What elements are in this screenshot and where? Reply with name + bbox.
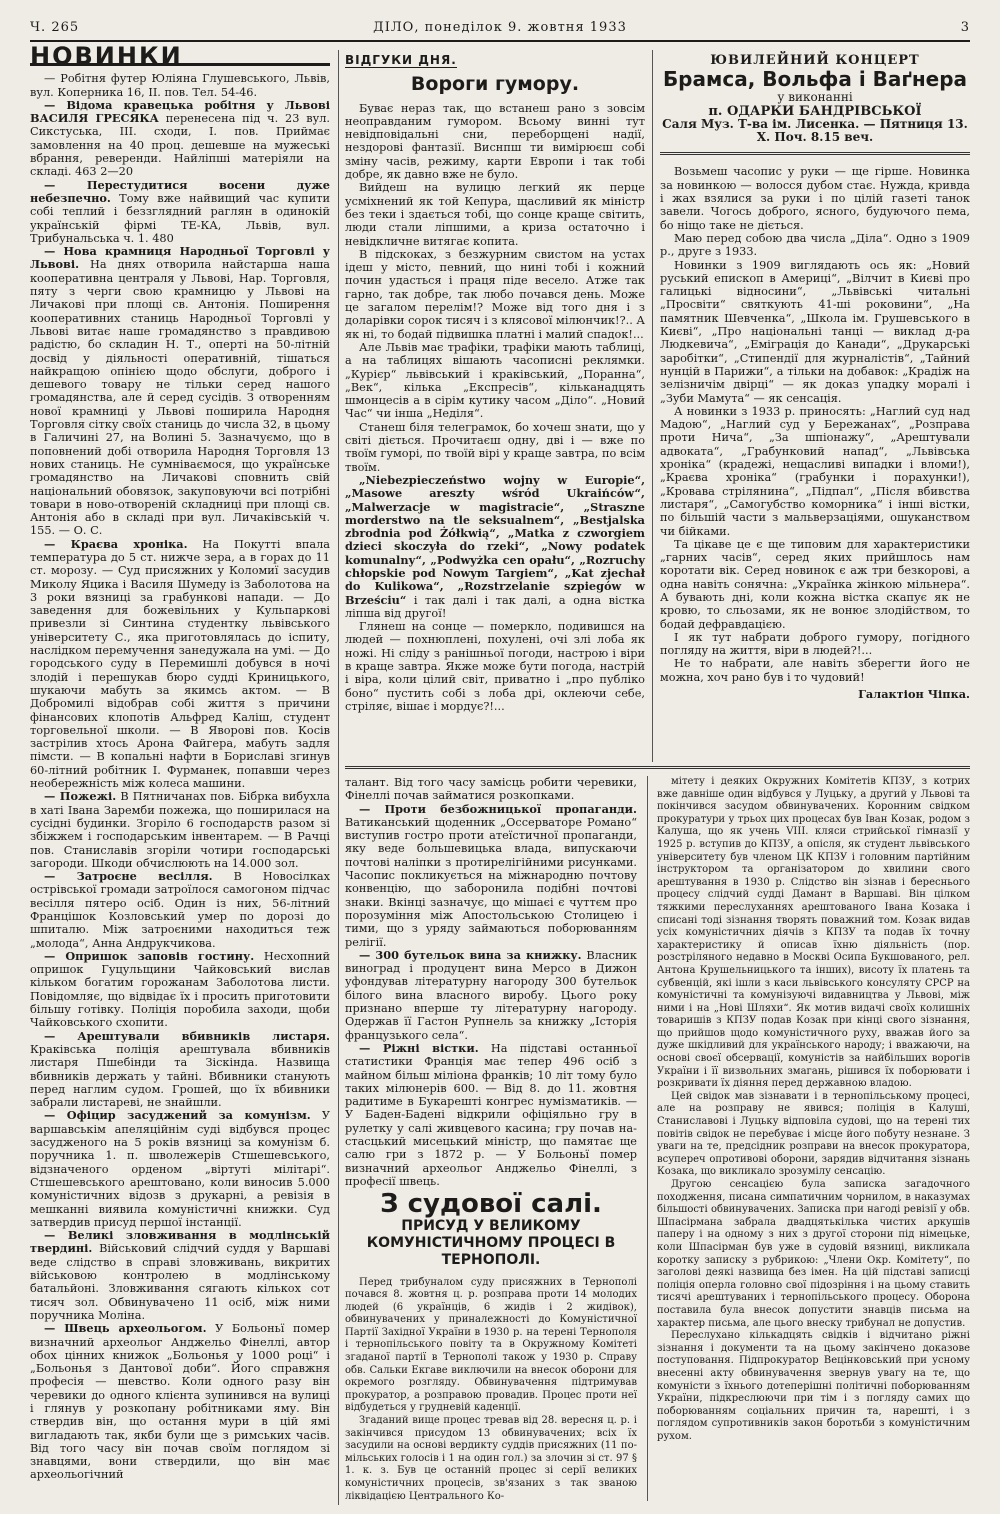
lower-right-column bbox=[657, 776, 970, 1496]
news-item-text: У Больоньї помер визначний археольог Анджельо Фінеллі, автор обох цінних книжок „Больонья у 1000 році“ і „Больонья з Дантової доби“. Його справжня професія — шевство. Коли одного разу він черевики до одного клієнта зупинився на вулиці і глянув у розкопану робітниками яму. Він ствердив він, що остання мури в цій ямі вигладають так, якби були ще з римських часів. Від того часу він почав своїм поглядом зі знавцями, вони ствердили, що він має археольогічний bbox=[30, 1322, 331, 1482]
court-paragraph: мітету і деяких Окружних Комітетів КПЗУ, з котрих вже давніше один відбувся у Луцьку, а другий у Львові та покінчився засудом обвинувачених. Коронним свідком прокуратури у трьох цих процесах був Іван Козак, родом з Калуша, що як учень VIII. кляси стрийської гімназії у 1925 р. вступив до КПЗУ, а опісля, як студент львівського університету був членом ЦК КПЗУ і головним партійним інструктором та організатором до хвилини свого арештування в 1930 р. Слідство він зізнав і береснього процесу слідчий судді Дамант в Варшаві. Він цілком тяжкими переслуханнях арештованого Івана Козака і списані тоді зізнання творять поважний том. Козак видав усіх комуністичних діячів з КПЗУ та подав їх точну характеристику й описав їхню діяльність (пор. розстріляного недавно в Москві Осипа Букшованого, рел. Антона Крушельницького та інших), висоту їх платень та субвенцій, які ішли з каси львівського консуляту СРСР на комуністичні та комунізуючі видавництва у Львові, між ними і на „Нові Шляхи“. Як мотив видачі своїх колишніх товаришів з КПЗУ подав Козак при кінці свого зізнання, що прийшов щодо комуністичного руху, вважав його за дуже шкідливий для українського народу; і вважаючи, на основі своєї обсервації, комуністів за найбільших ворогів України і її визвольних змагань, рішився їх поборювати і розкривати їх діяння перед державною владою. bbox=[657, 776, 970, 1090]
concert-performed-by: у виконанні bbox=[777, 90, 853, 105]
article-paragraph: В підскоках, з безжурним свистом на устах ідеш у місто, певний, що нині тобі і кожний почин удасться і праця піде весело. Атже так гарно, так добре, так любо почався день. Може це загалом перелім!? Може від того дня і з доларівки сорок тисяч і з клясової мілюнчик!?.. А як ні, то бодай підвишка платні і малий спадок!... bbox=[345, 247, 645, 341]
news-item bbox=[30, 950, 330, 1030]
misc-news-list bbox=[345, 803, 637, 1189]
article-closing: Глянеш на сонце — померкло, подивишся на людей — похнюплені, похулені, очі злі лоба як ножі. Ні сліду з ранішньої погоди, настрою і віри в краще завтра. Якже може бути погода, настрій і віра, коли цілий світ, приватно і „про публіко боно“ пустить собі з лоба дрі, оклеючи себе, стріляє, вішає і мордує?!... bbox=[345, 620, 645, 713]
news-item bbox=[30, 179, 330, 245]
news-item-lead: — Нова крамниця Народньої Торговлі у Львові. bbox=[30, 244, 330, 272]
concert-composers: Брамса, Вольфа і Ваґнера bbox=[662, 67, 968, 92]
rubric-vidguky: ВІДГУКИ ДНЯ. bbox=[345, 53, 457, 67]
article-paragraph: Але Львів має трафіки, трафіки мають таблиці, а на таблицях вішають часописні реклямки. „Курієр“ львівський і краківський, „Поранна“, „Век“, кілька „Експресів“, кільканадцять шмонцесів а в сірім кутику часом „Діло“. „Новий Час“ чи інша „Неділя“. bbox=[345, 340, 645, 421]
news-item-lead: — Великі зловживання в модлінській твердині. bbox=[30, 1228, 330, 1256]
article-headline: Вороги гумору. bbox=[410, 73, 580, 96]
court-paragraph: Другою сенсацією була записка загадочного походження, писана симпатичним чорнилом, в наказумах більшості обвинувачених. Записка при нагоді ревізії у обв. Шпасірмана забрала двадцятькілька чистих аркушів паперу і на одному з них з другої сторони під німецьке, коли Шпасірман був уже в судовій вязниці, викликала коротку записку з рубрикою: „Члени Окр. Комітету“, по заголові деякі назвища без імен. На цій підставі записці поліція оперла головно свої підозріння і на цьому ставить тисячі арештуваних і тернопільського процесу. Оборона поставила була внесок допустити знавців письма на характер письма, але цього внеску трибунал не допустив. bbox=[657, 1179, 970, 1329]
news-item-text: Військовий слідчий суддя у Варшаві веде слідство в справі зловживань, викритих військовою контролею в модлінському батальйоні. Зловживання сягають кількох сот тисяч зол. Обвинувачено 11 осіб, між ними поручника Моліна. bbox=[30, 1242, 330, 1322]
article-paragraph: Новинки з 1909 виглядають ось як: „Новий руський епископ в Америці“, „Вілчит в Києві про галицькі відносини“, „Львівські читальні „Просвіти“ святкують 41-ші роковини“, „На памятник Шевченка“, „Школа ім. Грушевського в Києві“, „Про національні танці — виклад д-ра Людкевича“, „Еміграція до Канади“, „Друкарські заробітки“, „Стипендії для журналістів“, „Тайний нунцій в Парижи“, а тільки на добавок: „Крадіж на зелізничім двірці“ — як доказ упадку моралі і „Зуби Мамута“ — як сенсація. bbox=[660, 258, 970, 405]
news-item-text: Краківська поліція арештувала вбивників листаря Пшебінди та Зіскінда. Назвища вбивників держать у тайні. Вбивники станують перед наглим судом. Грошей, що їх вбивники забрали листареві, не знайшли. bbox=[30, 1042, 330, 1110]
article-paragraph: Та цікаве це є ще типовим для характеристики „гарних часів“, серед яких прийшлось нам коротати вік. Серед новинок є аж три безкорові, а одна навіть сонячна: „Українка жінкою мільнера“. А бувають дні, коли кожна вістка скапує як не кровю, то сльозами, як не вонює злодійством, то бодай дефравдацією. bbox=[660, 537, 970, 631]
news-item-text: Власник виноград і продуцент вина Мерсо в Дижон уфондував літературну нагороду 300 бутельок білого вина власного виробу. Цього року признано вперше ту літературну нагороду. Одержав її Гастон Рупнель за книжку „Історія французького села“. bbox=[345, 948, 637, 1042]
article-body bbox=[345, 102, 645, 474]
court-paragraph: Цей свідок мав зізнавати і в тернопільському процесі, але на розправу не явився; поліція в Калуші, Станиславові і Луцьку відповіла судові, що на терені тих повітів свідок не перебуває і місце його побуту незнане. З уваги на те, предсідник розправи на внесок прокуратора, всупереч опротивові оборони, зарядив відчитання зізнань Козака, що викликало зрозумілу сенсацію. bbox=[657, 1090, 970, 1178]
news-item-lead: — Затроєне весілля. bbox=[44, 869, 213, 884]
article-paragraph: Возьмеш часопис у руки — ще гірше. Новинка за новинкою — волосся дубом стає. Нуждa, кривда і жах взялися за руки і по цілій газеті танок завели. Чогось доброго, ясного, будуючого пема, бо ніщо таке не діється. bbox=[660, 165, 970, 232]
news-item-lead: — Арештували вбивників листаря. bbox=[44, 1028, 330, 1043]
news-item-lead: — Краєва хроніка. bbox=[44, 536, 188, 551]
masthead-title: ДІЛО, понеділок 9. жовтня 1933 bbox=[373, 20, 627, 35]
news-item-text: На підставі останньої статистики Франція має тепер 496 осіб з майном більш міліона франків; 10 літ тому було таких мілюнерів 600. — Від 8. до 11. жовтня радитиме в Букарешті конгрес нумізматиків. — У Баден-Бадені відкрили офіціяльно гру в рулетку у салі живцевого касина; гру почав на-стасцький мисецький міністр, що памятає ще салю гри з 1872 р. — У Больоньї помер визначний археольог Анджельо Фінеллі, з професії швець. bbox=[345, 1041, 638, 1188]
news-item-lead: — Відома кравецька робітня у Львові ВАСИЛЯ ГРЕСЯКА bbox=[30, 97, 330, 126]
news-item-lead: — Опришок заповів гостину. bbox=[44, 948, 255, 963]
news-list bbox=[30, 72, 330, 1481]
article-paragraph: А новинки з 1933 р. приносять: „Наглий суд над Мадою“, „Наглий суд у Бережанах“, „Розправа проти Нича“, „За шпіонажу“, „Арештували адвоката“, „Грабунковий напад“, „Львівська хроніка“ (крадежі, нещасливі випадки і вломи!), „Краєва хроніка“ (грабунки і порахунки!), „Кровава стрілянина“, „Підпал“, „Після вбивства листаря“, „Самогубство коморника“ і інші вістки, по більшій части з мальверзаціями, ошуканством чи бійками. bbox=[660, 404, 970, 538]
news-item-lead: — Перестудитися восени дуже небезпечно. bbox=[30, 177, 330, 205]
news-item bbox=[30, 1109, 330, 1229]
news-item bbox=[345, 1042, 637, 1188]
news-item-lead: — Ріжні вістки. bbox=[359, 1040, 479, 1055]
article-paragraph: Станеш біля телеграмок, бо хочеш знати, що у світі діється. Прочитаєш одну, дві і — вже по твоїм гуморі, по твоїй вірі у краще завтра, по всім твоїм. bbox=[345, 420, 645, 474]
section-title-novynky: НОВИНКИ bbox=[30, 50, 330, 66]
article-continuation bbox=[660, 165, 970, 684]
news-item-lead: — 300 бутельок вина за книжку. bbox=[359, 947, 582, 962]
news-item bbox=[30, 870, 330, 950]
court-section-title: З судової салі. bbox=[380, 1189, 602, 1220]
article-paragraph: Буває нераз так, що встанеш рано з зовсім неоправданим гумором. Всьому винні тут невідповідальні сни, переборщені надії, нездорові фантазії. Виснпш ти вимірюєш собі зміну часів, режиму, карти Европи і так тобі добре, як давно вже не було. bbox=[345, 101, 645, 182]
news-item bbox=[30, 790, 330, 870]
news-item bbox=[30, 1030, 330, 1110]
news-item-lead: — Проти безбожницької пропаганди. bbox=[359, 801, 637, 816]
article-paragraph: Вийдеш на вулицю легкий як перце усміхнений як той Кепура, щасливий як міністр без теки і здається тобі, що сонце краще світить, люди стали ліпшими, а криза остаточно і невідкличне витягає копита. bbox=[345, 181, 645, 248]
court-paragraph: Переслухано кількадцять свідків і відчитано ріжні зізнання і документи та на цьому закінчено доказове поступовання. Підпрокуратор Вецінковський при усному внесенні акту обвинувачення звернув увагу на те, що комуністи з їхнього дотеперішні політичні поборюванням України, підкреслюючи при тім і з погляду самих що поборюванням соціальних причин та, нарешті, і з поглядом супротивників закон боротьби з комуністичним рухом. bbox=[657, 1330, 970, 1442]
court-article-p1: Перед трибуналом суду присяжних в Тернополі почався 8. жовтня ц. р. розправа проти 14 молодих людей (6 українців, 6 жидів і 2 жидівок), обвинувачених у приналежності до Комуністичної Партії Західної України в 1930 р. на терені Тернополя і тернопільського повіту та в Окружному Комітеті згаданої партії в Тернополі також у 1930 р. Справу обв. Сальки Екгаве виключили на внесок оборони для окремого розгляду. Обвинувачення підтримував прокуратор, а розправою провадив. Процес проти неї відбудеться у грудневій каденції. bbox=[345, 1276, 637, 1414]
news-item bbox=[30, 1229, 330, 1322]
concert-and-continuation bbox=[660, 54, 970, 754]
court-article-headline: ПРИСУД У ВЕЛИКОМУ КОМУНІСТИЧНОМУ ПРОЦЕСІ В ТЕРНОПОЛІ. bbox=[366, 1217, 616, 1268]
news-item bbox=[30, 538, 330, 791]
news-item-lead: — Пожежі. bbox=[44, 789, 117, 804]
news-item-lead: — Офіцир засуджений за комунізм. bbox=[44, 1108, 311, 1123]
news-item-text: На днях отворила найстарша наша кооперативна централя у Львові, Нар. Торговля, пяту з черги свою крамницю у Львові на Личакові при площі св. Антонія. Поширення кооперативних станиць Народньої Торговлі у Львові витає наше громадянство з правдивою радістю, бо складин Н. Т., оперті на 50-літній досвід у діяльності оперативній, тішаться найкращою опінією щодо обслуги, доброго і дешевого товару не тільки серед нашого громадянства, але й серед сусідів. З отворенням нової крамниці у Львові поширила Народня Торговля сітку своїх станиць до числа 32, в цьому в Галичині 27, на Волині 5. Зазначуємо, що в поповнений добі отворила Народня Торговля 13 нових станиць. Не сумніваємося, що українське громадянство на Личакові сповнить свій національний обовязок, закуповуючи всі потрібні товари в ново-отвореній складниці при площі св. Антонія або в складі при вул. Личаківській ч. 155. — О. С. bbox=[30, 258, 330, 538]
page-number: Ч. 265 bbox=[30, 20, 80, 35]
article-paragraph: І як тут набрати доброго гумору, погідного погляду на життя, віри в людей?!... bbox=[660, 630, 970, 658]
concert-heading: ЮВИЛЕЙНИЙ КОНЦЕРТ bbox=[710, 53, 920, 68]
page-folio: 3 bbox=[960, 20, 970, 35]
news-item bbox=[30, 72, 330, 99]
article-paragraph: Маю перед собою два числа „Діла“. Одно з 1909 р., друге з 1933. bbox=[660, 231, 970, 259]
concert-venue: Саля Муз. Т-ва ім. Лисенка. — Пятниця 13. X. Поч. 8.15 веч. bbox=[662, 116, 968, 145]
column-rule-1 bbox=[338, 50, 339, 1505]
news-item bbox=[30, 99, 330, 179]
concert-advert bbox=[660, 54, 970, 155]
polish-headlines: „Niebezpieczeństwo wojny w Europie“, „Masowe aresztу wśród Ukraińców“, „Malwerzacje w magistracie“, „Straszne morderstwo na tle seksualnem“, „Bestjalska zbrodnia pod Żółkwią“, „Matka z czworgiem dzieci skoczyła do rzeki“, „Nowy podatek komunalny“, „Podwyżka cen opału“, „Rozruchy chłopskie pod Nowym Targiem“, „Kat zjechał do Kulikowa“, „Rozstrzelanie szpiegów w Brześciu“ і так далі і так далі, а одна вістка ліпша від другої! bbox=[345, 472, 645, 620]
news-item bbox=[30, 245, 330, 538]
news-item-text: — Робітня футер Юліяна Глушевського, Львів, вул. Коперника 16, II. пов. Тел. 54-46. bbox=[30, 72, 330, 99]
news-item-text: У варшавськім апеляційнім суді відбувся процес засудженого на 5 років вязниці за комунізм б. поручника 1. п. шволежерів Стшешевського, відзначеного орденом „віртуті мілітарі“. Стшешевського арештовано, коли виносив 5.000 комуністичних відозв з друкарні, а ревізія в мешканні виявила комуністичні книжки. Суд затвердив присуд першої інстанції. bbox=[30, 1109, 330, 1229]
news-item-lead: — Швець археольогом. bbox=[44, 1321, 207, 1336]
court-article-p2: Згаданий вище процес тревав від 28. вересня ц. р. і закінчився присудом 13 обвинувачених; всіх їх засудили на основі вердикту суддів присяжних (11 по-мільських голосів і 1 на один гол.) за злочин зі ст. 97 § 1. к. з. Був це останній процес зі серії великих комуністичних процесів, зв'язаних з так званою ліквідацією Центрального Ко- bbox=[345, 1415, 637, 1502]
lower-section bbox=[345, 776, 970, 1506]
lower-left-column bbox=[345, 776, 638, 1502]
news-item-text: На Покутті впала температура до 5 ст. нижче зера, а в горах до 11 ст. морозу. — Суд присяжних у Коломиї засудив Миколу Яцика і Василя Шумеду із Заболотова на 3 роки вязниці за грабункові напади. — До заведення для божевільних у Кульпаркові привезли зі Синтина студентку львівського університету С., яка приготовлялась до іспиту, наслідком перемучення занедужала на умі. — До городського суду в Перемишлі добувся в ночі злодій і перешукав бюро судді Криницького, шукаючи мабуть за якимсь актом. — В Добромилі відобрав собі життя з причини фінансових клопотів Альфред Каліш, студент торговельної школи. — В Яворові пов. Косів застрілив хтось Арона Файгера, мабуть задля пімсти. — В копальні нафти в Бориславі згинув 60-літний робітник І. Фурманек, попавши через необережність між колеса машини. bbox=[30, 537, 330, 791]
concert-performer: п. ОДАРКИ БАНДРІВСЬКОЇ bbox=[708, 103, 922, 119]
masthead bbox=[30, 14, 970, 42]
author-signature: Галактіон Чіпка. bbox=[858, 687, 970, 702]
news-item-text: Ватиканський щоденник „Оссерваторе Романо“ виступив гостро проти атеїстичної пропаганди, яку веде большевицька влада, випускаючи почтові наліпки з протирелігійними рисунками. Часопис покликується на міжнародню почтову конвенцію, що заборонила подібні почтові знаки. Вкінці зазначує, що мішаєі є чуттєм про порозуміння між Апостольською Столицею і тими, що з уряду займаються поборюванням релігії. bbox=[345, 815, 637, 949]
news-item bbox=[30, 1322, 330, 1482]
news-item-text: Несхопний опришок Гуцульщини Чайковський вислав кільком богатим горожанам Заболотова листи. Повідомляє, що відвідає їх і просить приготовити більшу готівку. Поліція поробила заходи, щоби Чайковського схопити. bbox=[30, 949, 330, 1030]
court-article-continuation bbox=[657, 776, 970, 1443]
news-column bbox=[30, 42, 331, 1500]
continuation-text: талант. Від того часу замісць робити черевики, Фінеллі почав займатися розкопками. bbox=[345, 776, 637, 803]
news-item-text: Тому вже найвищий час купити собі теплий і беззглядний раглян в одинокій українській фірмі ТЕ-КА, Львів, вул. Трибунальська ч. 1. 480 bbox=[30, 191, 330, 245]
news-item bbox=[345, 803, 637, 949]
news-item-text: перенесена під ч. 23 вул. Сикстуська, III. сходи, І. пов. Приймає замовлення на 40 проц. дешевше на мужеські вбрання, реверенди. Найліпші матеріяли на складі. 463 2—20 bbox=[30, 112, 330, 179]
feuilleton-column bbox=[345, 54, 645, 774]
column-rule-2 bbox=[652, 50, 653, 762]
news-item-text: В Пятничанах пов. Бібрка вибухла в хаті Івана Заремби пожежа, що поширилася на сусідні будинки. Згоріло 6 господарств разом зі збіжжем і господарським інвентарем. — В Рачці пов. Станиславів згоріли чотири господарські загороди. Шкоди обчислюють на 14.000 зол. bbox=[30, 790, 330, 870]
article-paragraph: Не то набрати, але навіть зберегти його не можна, хоч рано був і то чудовий! bbox=[660, 657, 970, 684]
news-item-text: В Новосілках острівської громади затроїлося самогоном підчас весілля пятеро осіб. Один із них, 56-літний Францішок Козловський умер по дорозі до шпиталю. Між затроєними находиться теж „молода“, Анна Андрукчикова. bbox=[30, 870, 330, 950]
news-item bbox=[345, 949, 637, 1042]
column-rule-3 bbox=[647, 776, 648, 1501]
